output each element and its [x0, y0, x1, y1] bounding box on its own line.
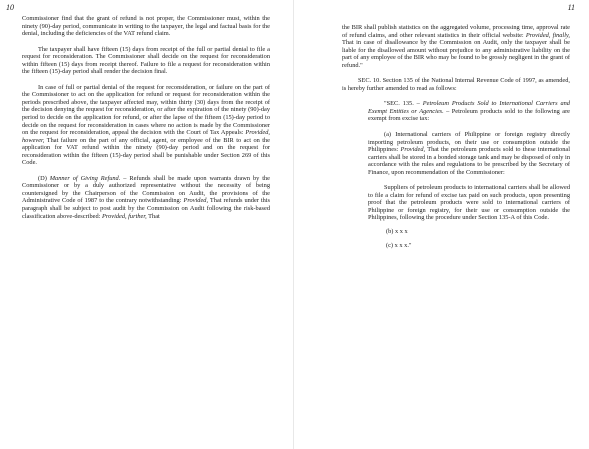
page-number: 10	[6, 3, 14, 12]
paragraph: (a) International carriers of Philippine or foreign registry directly importing petroleum products, on their use or consumption outside the Philippines: Provided, That the petroleum products sold to these international carriers shall be stored in a bonded storage tank and may be disposed of only in accordance with the rules and regulations to be prescribed by the Secretary of Finance, upon recommendation of the Commissioner:	[368, 131, 570, 176]
right-text-column	[342, 24, 570, 249]
paragraph: In case of full or partial denial of the request for reconsideration, or failure on the part of the Commissioner to act on the application for refund or request for reconsideration within the periods prescribed above, the taxpayer affected may, within thirty (30) days from the receipt of the decision denying the request for reconsideration, or after the expiration of the ninety (90)-day period to decide on the application for refund, or after the lapse of the fifteen (15)-day period to decide on the request for reconsideration in cases where no action is made by the Commissioner on the request for reconsideration, appeal the decision with the Court of Tax Appeals: Provided, however, That failure on the part of any official, agent, or employee of the BIR to act on the application for VAT refund within the ninety (90)-day period and on the request for reconsideration within the fifteen (15)-day period shall be punishable under Section 269 of this Code.	[22, 83, 271, 167]
paragraph: (D) Manner of Giving Refund. – Refunds shall be made upon warrants drawn by the Commissioner or by a duly authorized representative without the necessity of being countersigned by the Chairperson of the Commission on Audit, the provisions of the Administrative Code of 1987 to the contrary notwithstanding: Provided, That refunds under this paragraph shall be subject to post audit by the Commission on Audit following the risk-based classification above-described: Provided, further, That	[22, 174, 270, 220]
paragraph: the BIR shall publish statistics on the aggregated volume, processing time, approval rate of refund claims, and other relevant statistics in their official website: Provided, finally, That in case of disallowance by the Commission on Audit, only the taxpayer shall be liable for the disallowed amount without prejudice to any administrative liability on the part of any employee of the BIR who may be found to be grossly negligent in the grant of refund."	[342, 24, 571, 69]
paragraph: SEC. 10. Section 135 of the National Internal Revenue Code of 1997, as amended, is hereby further amended to read as follows:	[342, 77, 570, 92]
right-page	[294, 0, 589, 449]
list-item: (c) x x x."	[386, 241, 412, 249]
paragraph: The taxpayer shall have fifteen (15) days from receipt of the full or partial denial to file a request for reconsideration. The Commissioner shall decide on the request for reconsideration within fifteen (15) days from receipt thereof. Failure to file a request for reconsideration within the fifteen (15)-day period shall render the decision final.	[22, 45, 270, 76]
left-page	[0, 0, 294, 449]
paragraph: Commissioner find that the grant of refund is not proper, the Commissioner must, within the ninety (90)-day period, communicate in writing to the taxpayer, the legal and factual basis for the denial, including the deficiencies of the VAT refund claim.	[22, 15, 270, 38]
list-item: (b) x x x	[386, 228, 408, 236]
paragraph: "SEC. 135. – Petroleum Products Sold to International Carriers and Exempt Entities or Agencies. – Petroleum products sold to the following are exempt from excise tax:	[368, 100, 570, 123]
page-number: 11	[567, 3, 575, 12]
quoted-section	[342, 100, 570, 222]
left-text-column	[22, 15, 270, 220]
paragraph: Suppliers of petroleum products to international carriers shall be allowed to file a claim for refund of excise tax paid on such products, upon presenting proof that the petroleum products were sold to international carriers of Philippine or foreign registry, for their use or consumption outside the Philippines, following the procedure under Section 135-A of this Code.	[368, 184, 570, 222]
